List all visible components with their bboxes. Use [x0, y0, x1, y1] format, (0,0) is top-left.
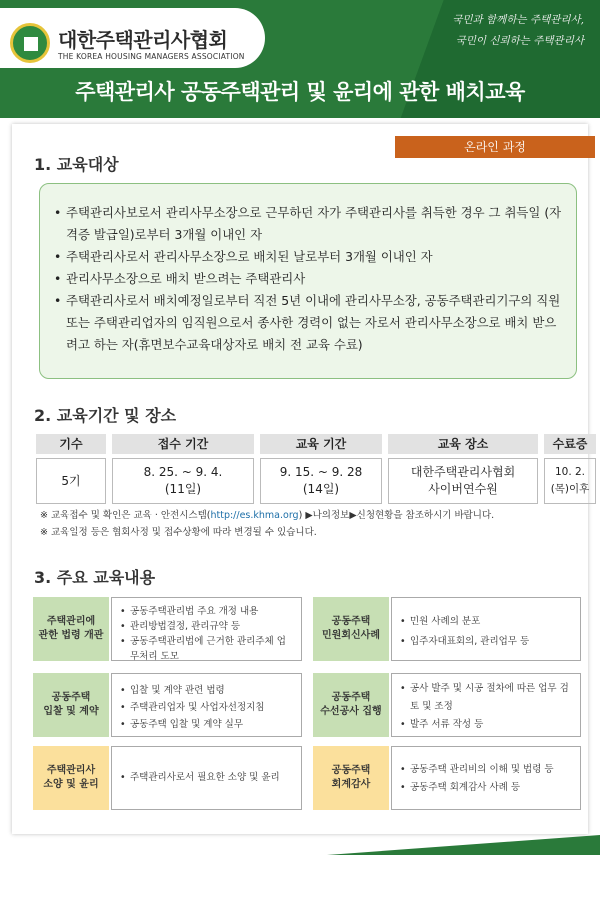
target-box	[39, 183, 577, 379]
curriculum-item: • 입찰 및 계약 관련 법령	[120, 682, 295, 699]
section-title-curriculum: 3. 주요 교육내용	[34, 565, 155, 588]
cell-edu-period: 9. 15. ~ 9. 28 (14일)	[260, 458, 382, 504]
online-course-tag: 온라인 과정	[395, 136, 595, 158]
slogan-line-1: 국민과 함께하는 주택관리사,	[452, 14, 584, 26]
target-item: • 주택관리사로서 배치예정일로부터 직전 5년 이내에 관리사무소장, 공동주택관리기구의 직원 또는 주택관리업자의 임직원으로서 종사한 경력이 없는 자로서 관리사무소장으로 배치 받으려고 하는 자(휴면보수교육대상자로 배치 전 교육 수료)	[54, 290, 566, 356]
page-title: 주택관리사 공동주택관리 및 윤리에 관한 배치교육	[75, 80, 525, 104]
logo	[0, 8, 265, 68]
curriculum-label: 공동주택 입찰 및 계약	[33, 673, 109, 737]
curriculum-box	[391, 673, 581, 737]
curriculum-item: • 관리방법결정, 관리규약 등	[120, 619, 295, 634]
curriculum-item: • 주택관리업자 및 사업자선정지침	[120, 699, 295, 716]
section-title-target: 1. 교육대상	[34, 152, 119, 175]
curriculum-label: 공동주택 민원회신사례	[313, 597, 389, 661]
header-edu-period: 교육 기간	[260, 434, 382, 454]
cell-place: 대한주택관리사협회 사이버연수원	[388, 458, 538, 504]
note-2: ※ 교육일정 등은 협회사정 및 접수상황에 따라 변경될 수 있습니다.	[40, 527, 317, 538]
curriculum-item: • 공사 발주 및 시공 절차에 따른 업무 검토 및 조정	[400, 680, 574, 716]
curriculum-item: • 공동주택 입찰 및 계약 실무	[120, 716, 295, 733]
slogan-line-2: 국민이 신뢰하는 주택관리사	[455, 35, 584, 47]
target-item: • 관리사무소장으로 배치 받으려는 주택관리사	[54, 268, 566, 290]
header-apply-period: 접수 기간	[112, 434, 254, 454]
target-item: • 주택관리사보로서 관리사무소장으로 근무하던 자가 주택관리사를 취득한 경우 그 취득일 (자격증 발급일)로부터 3개월 이내인 자	[54, 202, 566, 246]
logo-emblem-icon	[10, 23, 50, 63]
curriculum-label: 공동주택 수선공사 집행	[313, 673, 389, 737]
curriculum-item: • 민원 사례의 분포	[400, 612, 574, 632]
target-item: • 주택관리사로서 관리사무소장으로 배치된 날로부터 3개월 이내인 자	[54, 246, 566, 268]
header-certificate: 수료증	[544, 434, 596, 454]
logo-title: 대한주택관리사협회	[58, 28, 228, 52]
note-1: ※ 교육접수 및 확인은 교육 · 안전시스템(http://es.khma.org) ▶나의정보▶신청현황을 참조하시기 바랍니다.	[40, 510, 495, 521]
curriculum-box	[391, 746, 581, 810]
schedule-notes	[40, 507, 494, 541]
curriculum-label: 주택관리사 소양 및 윤리	[33, 746, 109, 810]
curriculum-item: • 입주자대표회의, 관리업무 등	[400, 632, 574, 652]
section-title-schedule: 2. 교육기간 및 장소	[34, 403, 176, 426]
curriculum-item: • 주택관리사로서 필요한 소양 및 윤리	[120, 770, 295, 785]
cell-certificate: 10. 2. (목)이후	[544, 458, 596, 504]
curriculum-item: • 공동주택 회계감사 사례 등	[400, 779, 574, 797]
cell-apply-period: 8. 25. ~ 9. 4. (11일)	[112, 458, 254, 504]
curriculum-box	[111, 597, 302, 661]
corner-decoration	[180, 835, 600, 855]
curriculum-box	[111, 673, 302, 737]
header-term: 기수	[36, 434, 106, 454]
curriculum-item: • 공동주택관리법 주요 개정 내용	[120, 604, 295, 619]
curriculum-item: • 공동주택 관리비의 이해 및 법령 등	[400, 761, 574, 779]
header-place: 교육 장소	[388, 434, 538, 454]
curriculum-label: 공동주택 회계감사	[313, 746, 389, 810]
curriculum-box	[111, 746, 302, 810]
cell-term: 5기	[36, 458, 106, 504]
header-banner	[0, 0, 600, 118]
curriculum-box	[391, 597, 581, 661]
logo-subtitle: THE KOREA HOUSING MANAGERS ASSOCIATION	[58, 52, 245, 61]
curriculum-item: • 공동주택관리법에 근거한 관리주체 업무처리 도모	[120, 634, 295, 664]
curriculum-item: • 발주 서류 작성 등	[400, 716, 574, 734]
curriculum-label: 주택관리에 관한 법령 개관	[33, 597, 109, 661]
system-link[interactable]: http://es.khma.org	[210, 510, 299, 521]
